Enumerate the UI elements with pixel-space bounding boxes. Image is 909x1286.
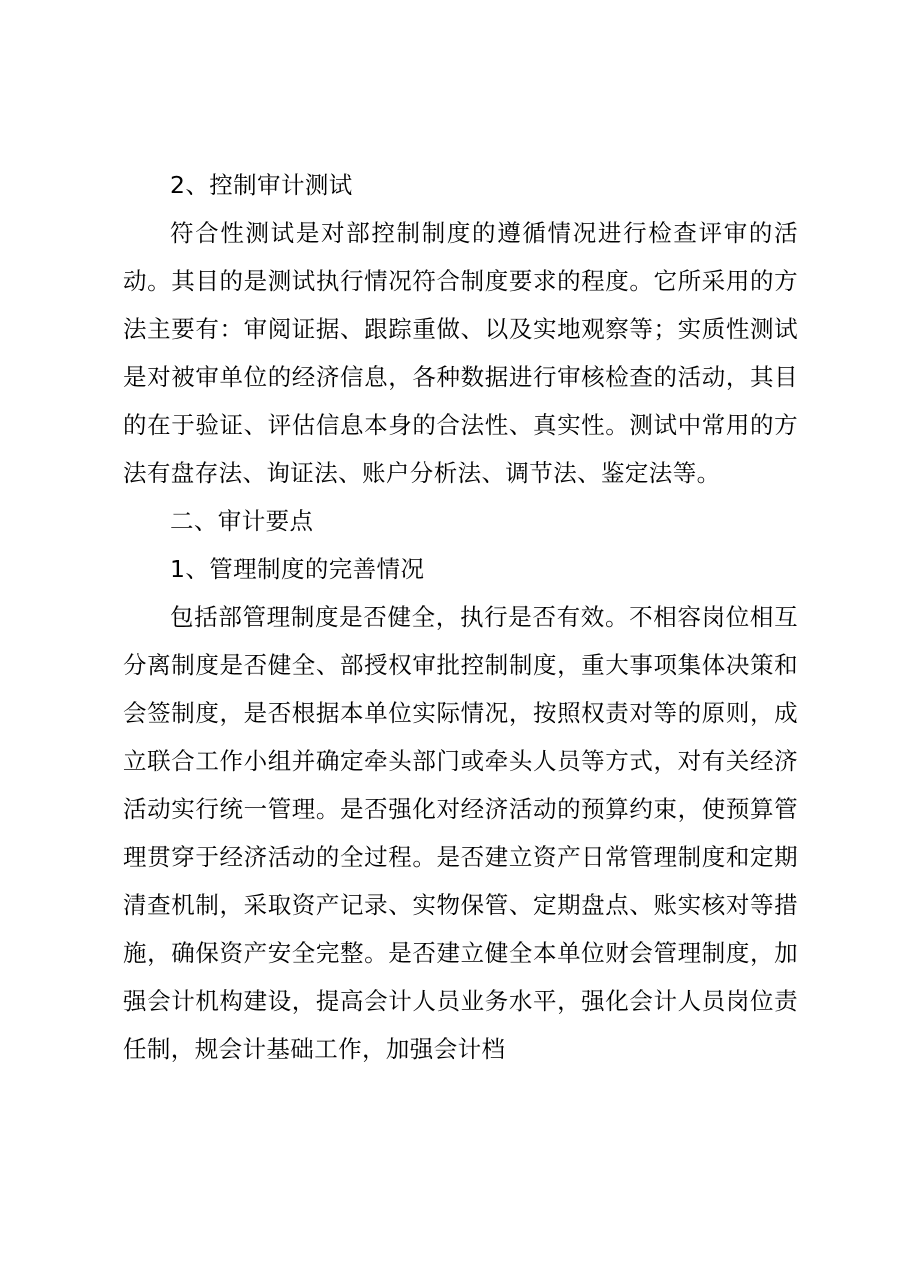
section-heading-control-audit-test: 2、控制审计测试 [170,171,353,199]
paragraph-management-system: 包括部管理制度是否健全，执行是否有效。不相容岗位相互分离制度是否健全、部授权审批控制制度，重大事项集体决策和会签制度，是否根据本单位实际情况，按照权责对等的原则，成立联合工作小组并确定牵头部门或牵头人员等方式，对有关经济活动实行统一管理。是否强化对经济活动的预算约束，使预算管理贯穿于经济活动的全过程。是否建立资产日常管理制度和定期清查机制，采取资产记录、实物保管、定期盘点、账实核对等措施，确保资产安全完整。是否建立健全本单位财会管理制度，加强会计机构建设，提高会计人员业务水平，强化会计人员岗位责任制，规会计基础工作，加强会计档 [123,603,798,1063]
document-body [123,161,798,1073]
subsection-heading-management-system: 1、管理制度的完善情况 [170,555,425,583]
paragraph-compliance-test: 符合性测试是对部控制制度的遵循情况进行检查评审的活动。其目的是测试执行情况符合制度要求的程度。它所采用的方法主要有：审阅证据、跟踪重做、以及实地观察等；实质性测试是对被审单位的经济信息，各种数据进行审核检查的活动，其目的在于验证、评估信息本身的合法性、真实性。测试中常用的方法有盘存法、询证法、账户分析法、调节法、鉴定法等。 [123,219,798,487]
section-heading-audit-points: 二、审计要点 [170,507,314,535]
